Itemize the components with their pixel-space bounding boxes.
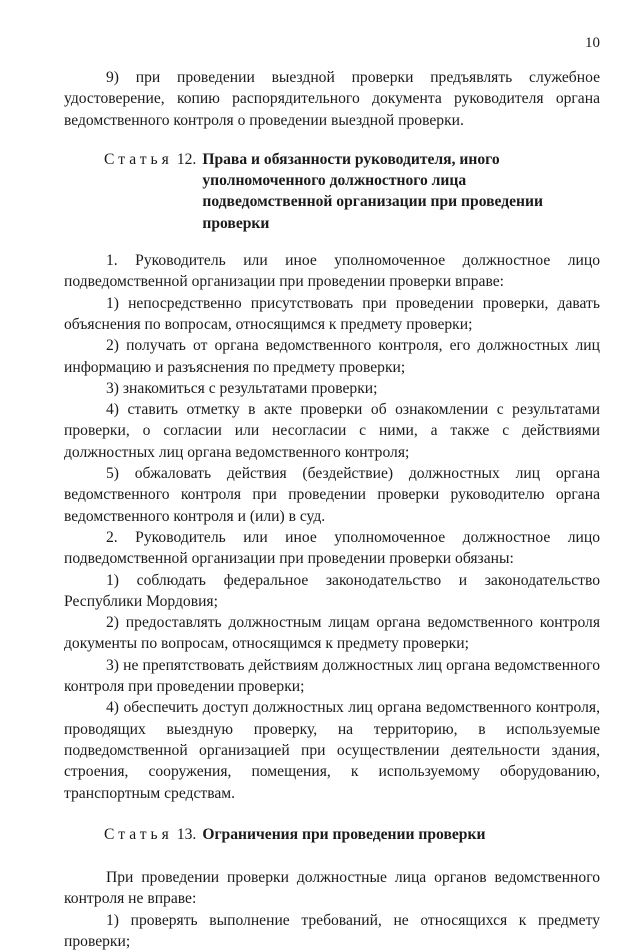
paragraph: 2) получать от органа ведомственного контроля, его должностных лиц информацию и разъяснения по предмету проверки;	[64, 337, 600, 376]
article-label: Статья	[104, 150, 173, 168]
paragraph: 4) обеспечить доступ должностных лиц органа ведомственного контроля, проводящих выездную проверку, на территорию, в используемые подведомственной организацией при осуществлении деятельности здания, строения, сооружения, помещения, к используемому оборудованию, транспортным средствам.	[64, 699, 600, 802]
article-number: 12.	[176, 150, 197, 168]
document-body	[64, 67, 600, 952]
paragraph: 2) предоставлять должностным лицам органа ведомственного контроля документы по вопросам, относящимся к предмету проверки;	[64, 614, 600, 653]
paragraph: 1) непосредственно присутствовать при проведении проверки, давать объяснения по вопросам, относящимся к предмету проверки;	[64, 294, 600, 333]
paragraph: При проведении проверки должностные лица органов ведомственного контроля не вправе:	[64, 869, 600, 908]
paragraph: 2. Руководитель или иное уполномоченное должностное лицо подведомственной организации при проведении проверки обязаны:	[64, 528, 600, 568]
article-title: Ограничения при проведении проверки	[202, 825, 486, 843]
paragraph: 1) проверять выполнение требований, не относящихся к предмету проверки;	[64, 911, 600, 950]
article-13-heading	[64, 824, 600, 845]
paragraph: 1. Руководитель или иное уполномоченное должностное лицо подведомственной организации при проведении проверки вправе:	[64, 252, 600, 291]
page-number: 10	[585, 35, 600, 51]
article-title: Права и обязанности руководителя, иного уполномоченного должностного лица подведомственной организации при проведении проверки	[202, 150, 544, 232]
paragraph: 4) ставить отметку в акте проверки об ознакомлении с результатами проверки, о согласии или несогласии с ними, а также с действиями должностных лиц органа ведомственного контроля;	[64, 401, 600, 461]
paragraph: 1) соблюдать федеральное законодательство и законодательство Республики Мордовия;	[64, 571, 600, 610]
paragraph: 3) знакомиться с результатами проверки;	[106, 379, 378, 397]
article-12-heading	[64, 149, 600, 234]
article-label: Статья	[104, 825, 173, 843]
article-number: 13.	[176, 825, 197, 843]
paragraph: 3) не препятствовать действиям должностных лиц органа ведомственного контроля при проведении проверки;	[64, 656, 600, 696]
paragraph: 5) обжаловать действия (бездействие) должностных лиц органа ведомственного контроля при проведении проверки руководителю органа ведомственного контроля и (или) в суд.	[64, 465, 600, 525]
paragraph: 9) при проведении выездной проверки предъявлять служебное удостоверение, копию распорядительного документа руководителя органа ведомственного контроля о проведении выездной проверки.	[64, 69, 600, 129]
